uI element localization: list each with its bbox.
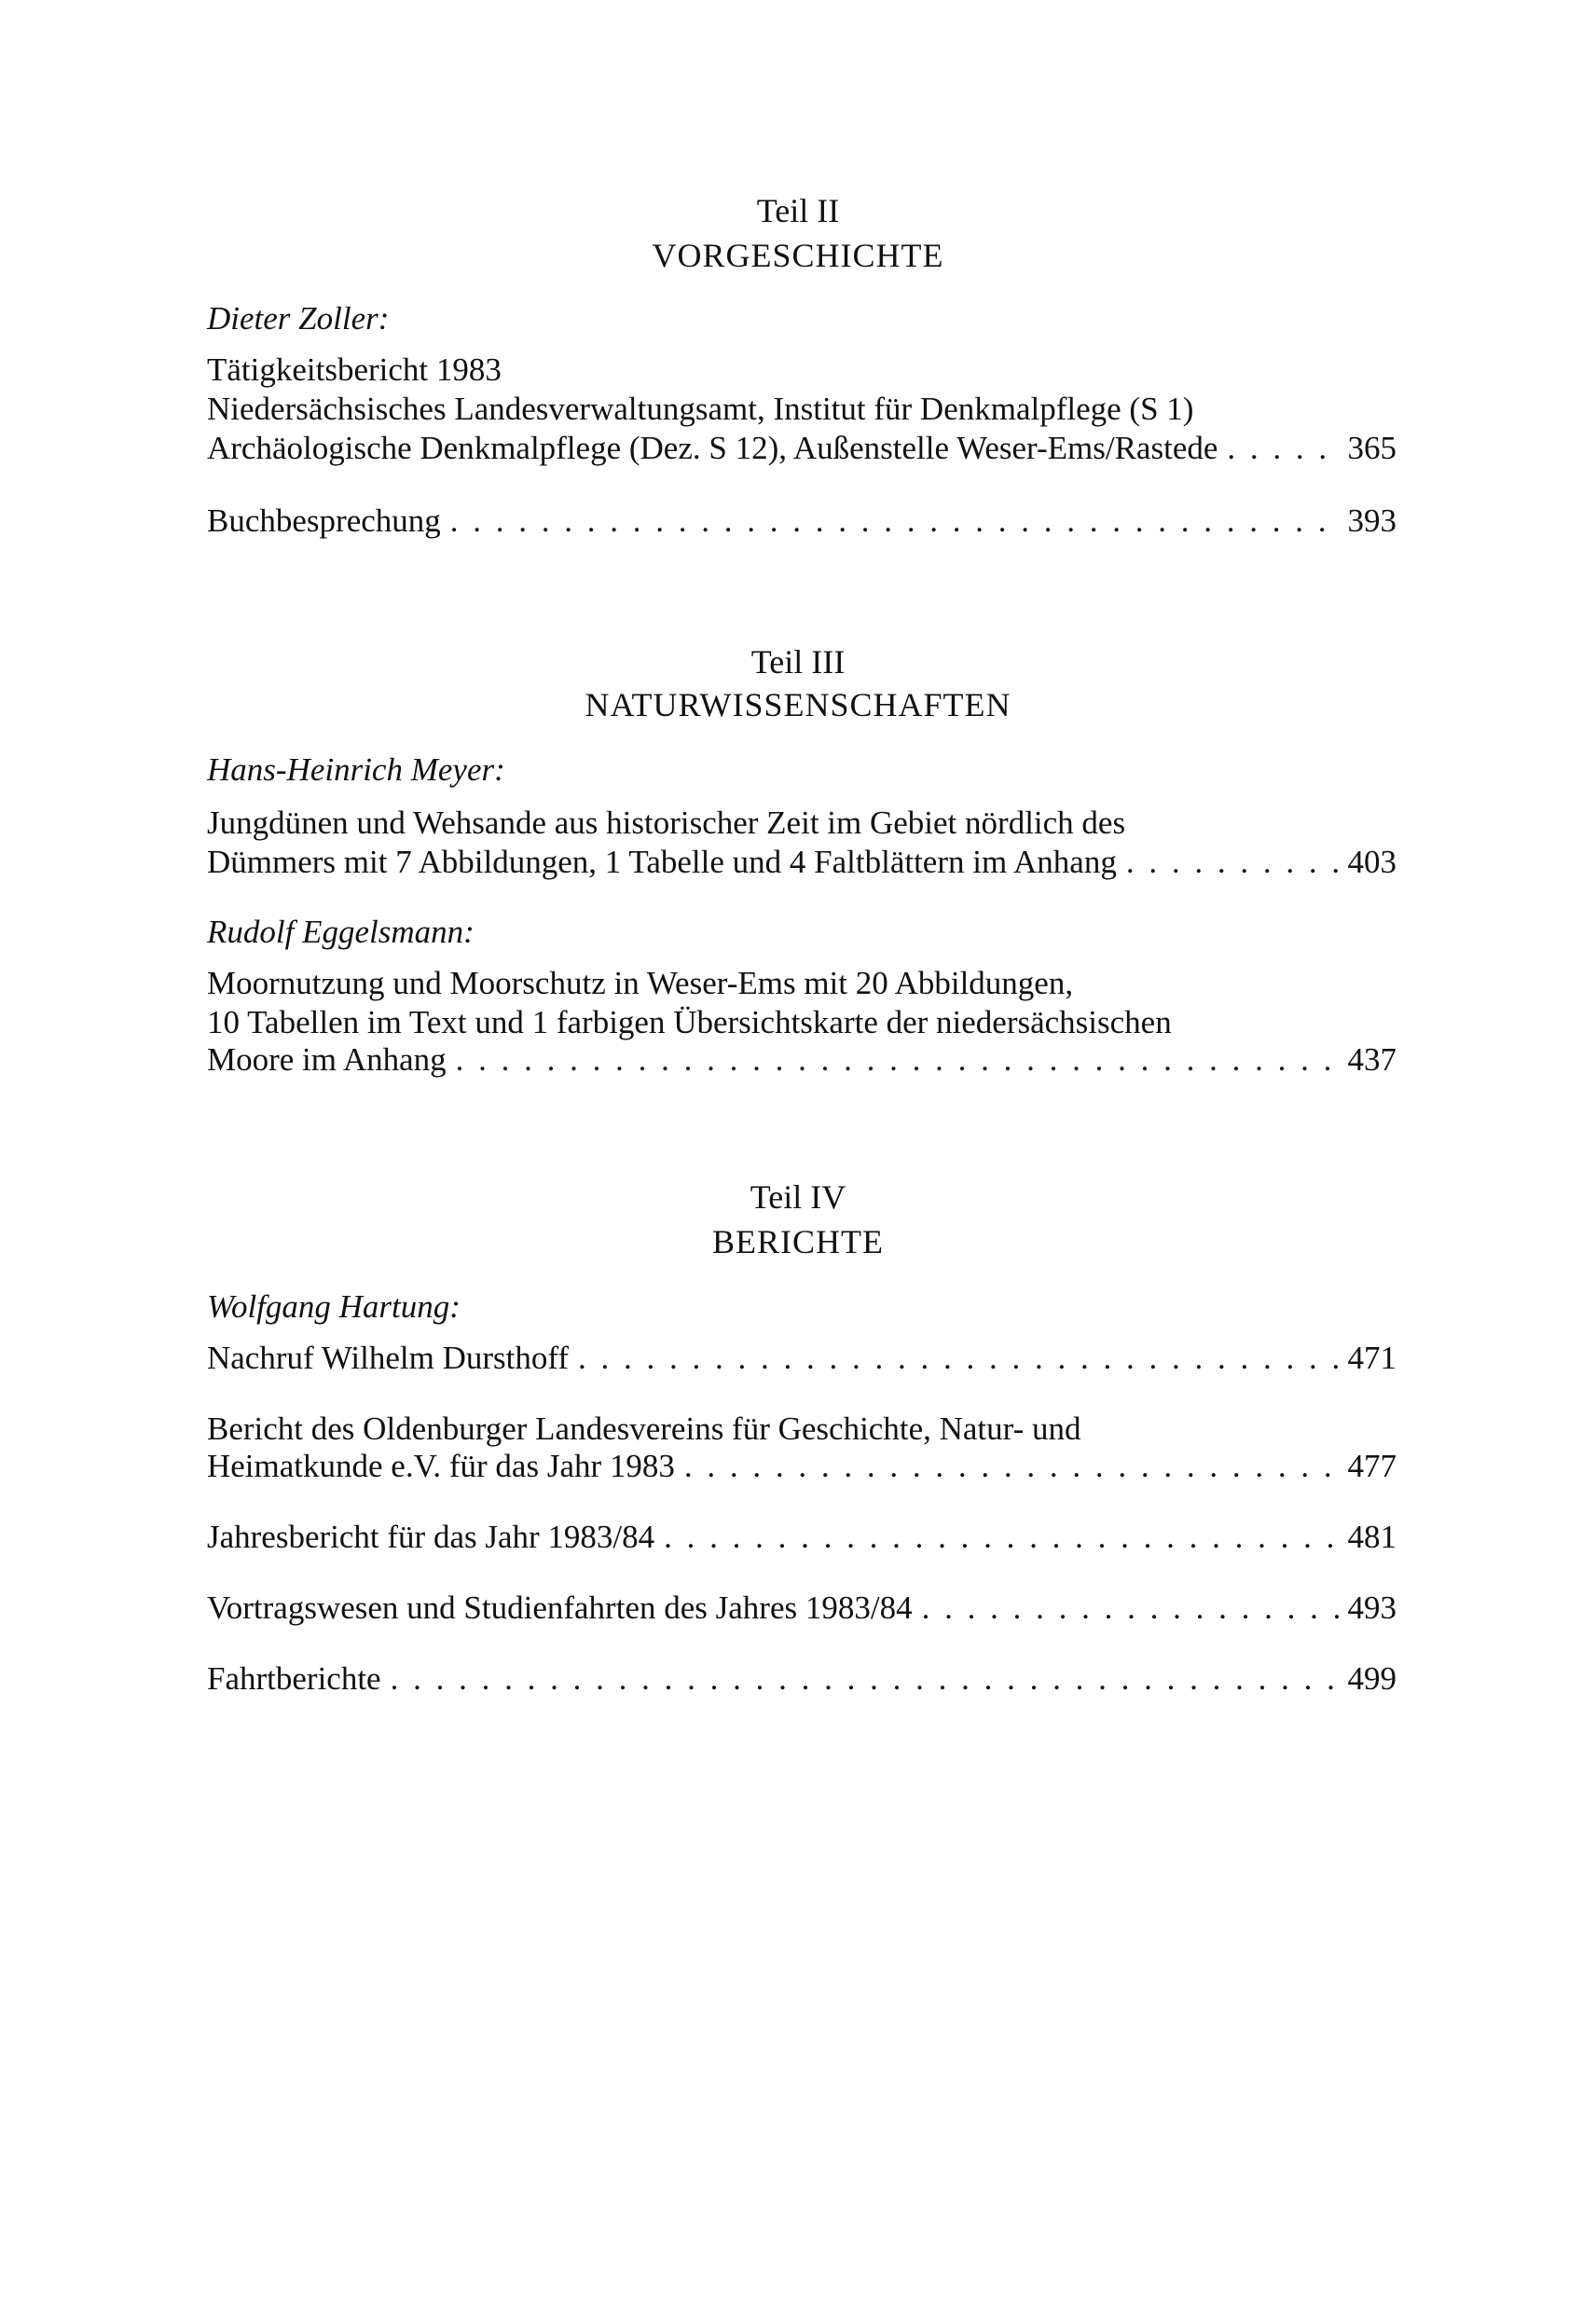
page-number: 437 bbox=[1347, 1041, 1396, 1078]
dot-leader bbox=[381, 1659, 1341, 1699]
entry-text: Bericht des Oldenburger Landesvereins für Geschichte, Natur- und bbox=[207, 1411, 1081, 1447]
dot-leader bbox=[675, 1447, 1341, 1486]
toc-entry-last-line bbox=[207, 1659, 1396, 1699]
toc-entry-last-line bbox=[207, 1447, 1396, 1486]
entry-text: Archäologische Denkmalpflege (Dez. S 12), Außenstelle Weser-Ems/Rastede bbox=[207, 430, 1218, 466]
entry-line bbox=[207, 804, 1396, 843]
part-label: Teil II bbox=[756, 192, 840, 229]
toc-entry-last-line bbox=[207, 1589, 1396, 1628]
page-number: 499 bbox=[1347, 1660, 1396, 1697]
toc-entry-last-line bbox=[207, 1040, 1396, 1080]
part-label: Teil IV bbox=[750, 1178, 846, 1216]
author-name: Rudolf Eggelsmann: bbox=[207, 914, 475, 950]
page-number: 403 bbox=[1347, 844, 1396, 880]
page-number: 481 bbox=[1347, 1519, 1396, 1555]
entry-text: Jahresbericht für das Jahr 1983/84 bbox=[207, 1519, 655, 1555]
toc-entry-last-line bbox=[207, 502, 1396, 541]
dot-leader bbox=[1117, 843, 1341, 882]
page-number: 365 bbox=[1347, 430, 1396, 466]
entry-text: Nachruf Wilhelm Dursthoff bbox=[207, 1340, 570, 1376]
toc-entry-last-line bbox=[207, 1339, 1396, 1378]
entry-line bbox=[207, 351, 1396, 390]
part-title: NATURWISSENSCHAFTEN bbox=[585, 686, 1011, 723]
entry-line bbox=[207, 964, 1396, 1003]
dot-leader bbox=[569, 1339, 1341, 1378]
page-number: 471 bbox=[1347, 1340, 1396, 1376]
entry-text: Buchbesprechung bbox=[207, 502, 441, 539]
entry-text: Moornutzung und Moorschutz in Weser-Ems mit 20 Abbildungen, bbox=[207, 965, 1074, 1001]
dot-leader bbox=[1218, 429, 1341, 468]
dot-leader bbox=[913, 1589, 1341, 1628]
toc-entry-last-line bbox=[207, 429, 1396, 468]
page-number: 477 bbox=[1347, 1448, 1396, 1484]
entry-text: Moore im Anhang bbox=[207, 1041, 447, 1078]
part-title: BERICHTE bbox=[712, 1223, 884, 1260]
page-number: 493 bbox=[1347, 1590, 1396, 1626]
entry-text: Dümmers mit 7 Abbildungen, 1 Tabelle und 4 Faltblättern im Anhang bbox=[207, 844, 1117, 880]
entry-line bbox=[207, 390, 1396, 429]
dot-leader bbox=[441, 502, 1341, 541]
entry-text: Vortragswesen und Studienfahrten des Jahres 1983/84 bbox=[207, 1590, 913, 1626]
dot-leader bbox=[447, 1040, 1341, 1080]
entry-text: Tätigkeitsbericht 1983 bbox=[207, 351, 502, 388]
entry-line bbox=[207, 1003, 1396, 1042]
part-title: VORGESCHICHTE bbox=[652, 237, 944, 274]
entry-text: Niedersächsisches Landesverwaltungsamt, Institut für Denkmalpflege (S 1) bbox=[207, 391, 1194, 427]
entry-text: Fahrtberichte bbox=[207, 1660, 381, 1697]
author-name: Wolfgang Hartung: bbox=[207, 1288, 461, 1325]
part-label: Teil III bbox=[750, 643, 846, 681]
entry-text: 10 Tabellen im Text und 1 farbigen Übersichtskarte der niedersächsischen bbox=[207, 1004, 1172, 1040]
author-name: Hans-Heinrich Meyer: bbox=[207, 751, 505, 788]
toc-entry-last-line bbox=[207, 843, 1396, 882]
toc-entry-last-line bbox=[207, 1518, 1396, 1557]
page-number: 393 bbox=[1347, 502, 1396, 539]
dot-leader bbox=[654, 1518, 1341, 1557]
author-name: Dieter Zoller: bbox=[207, 300, 390, 337]
entry-text: Jungdünen und Wehsande aus historischer Zeit im Gebiet nördlich des bbox=[207, 805, 1126, 841]
entry-line bbox=[207, 1410, 1396, 1449]
entry-text: Heimatkunde e.V. für das Jahr 1983 bbox=[207, 1448, 675, 1484]
